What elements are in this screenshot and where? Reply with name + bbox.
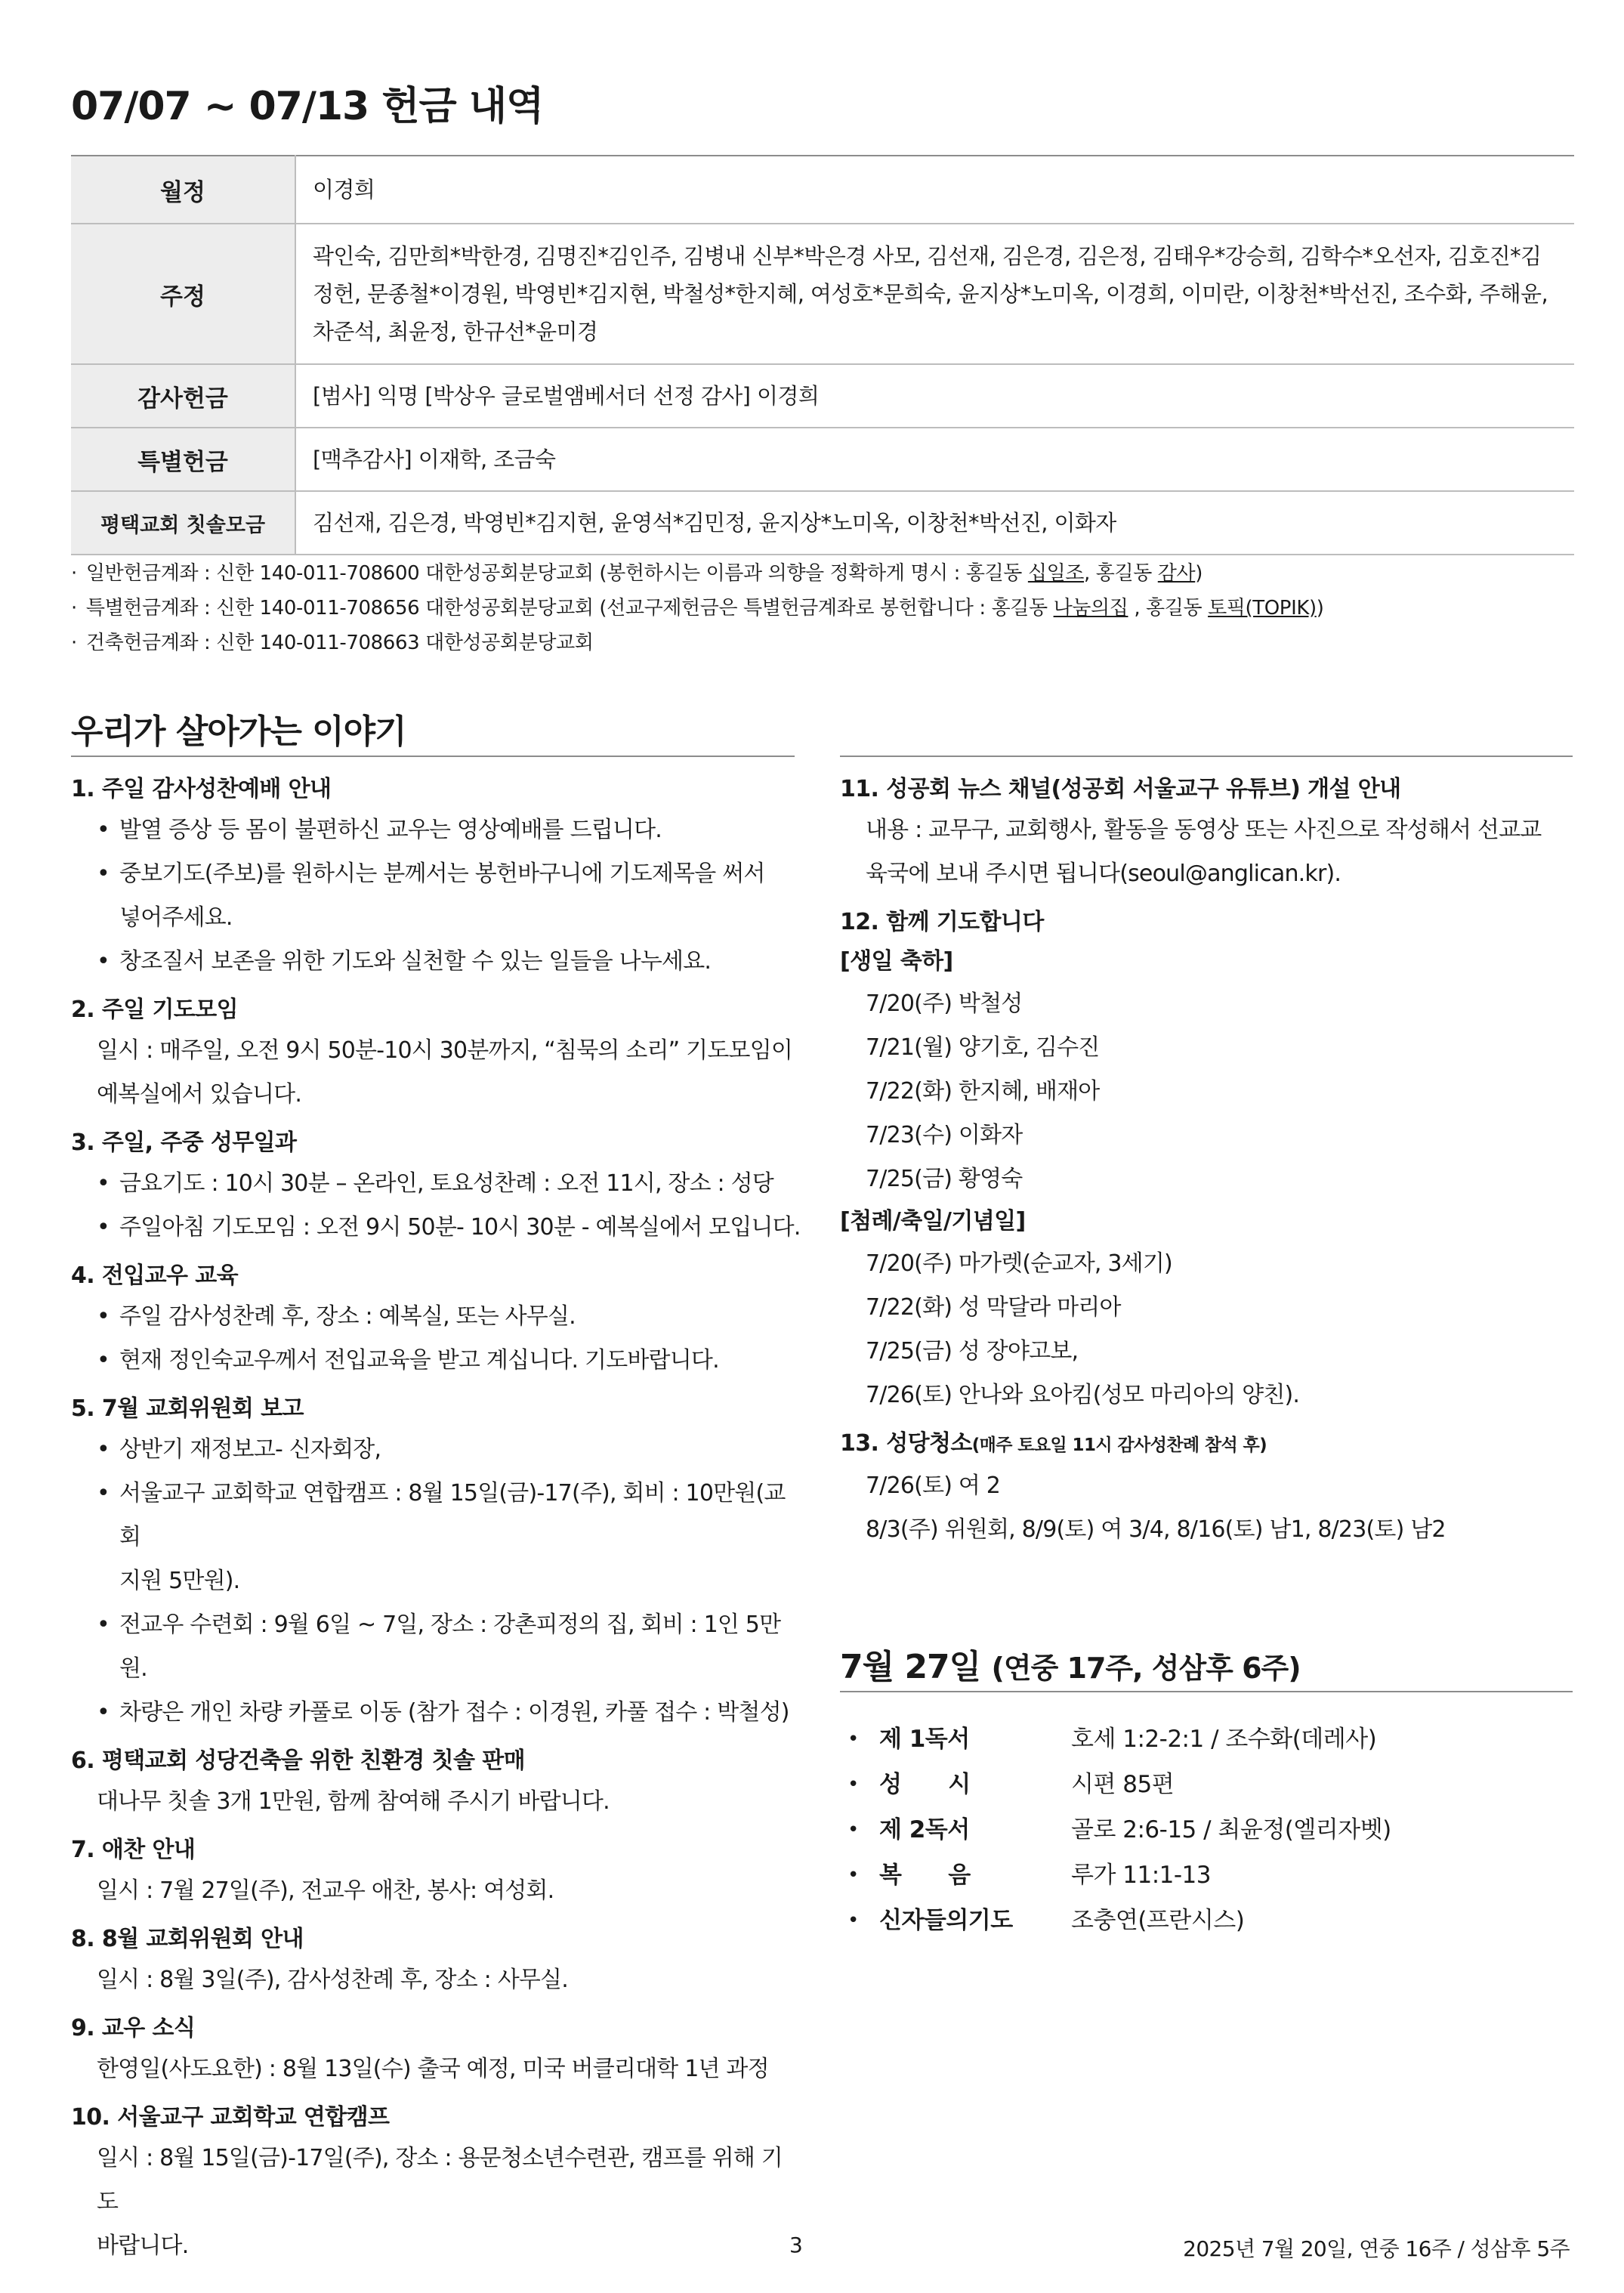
birthday-line: 7/25(금) 황영숙 — [866, 1166, 1023, 1192]
divider — [840, 1691, 1573, 1692]
story-title: 8. 8월 교회위원회 안내 — [71, 1926, 304, 1952]
story-line: 예복실에서 있습니다. — [97, 1081, 302, 1108]
story-item — [71, 2099, 804, 2268]
stories-left-column — [71, 771, 804, 2276]
bullet-line: • 서울교구 교회학교 연합캠프 : 8월 15일(금)-17(주), 회비 : 10만원(교회 — [97, 1480, 786, 1550]
birthday-heading: [생일 축하] — [840, 948, 953, 975]
offering-names-thanks: [범사] 익명 [박상우 글로벌앰베서더 선정 감사] 이경희 — [313, 383, 820, 409]
divider — [71, 756, 795, 757]
offering-label-monthly: 월정 — [71, 156, 295, 224]
story-item — [840, 904, 1576, 1417]
bullet-line: • 창조질서 보존을 위한 기도와 실천할 수 있는 일들을 나누세요. — [97, 948, 712, 975]
bullet-line: • 현재 정인숙교우께서 전입교육을 받고 계십니다. 기도바랍니다. — [97, 1347, 719, 1374]
feast-line: 7/22(화) 성 막달라 마리아 — [866, 1294, 1121, 1321]
story-item — [71, 991, 804, 1117]
reading-row: • 복 음 루가 11:1-13 — [848, 1862, 1211, 1889]
story-line: 대나무 칫솔 3개 1만원, 함께 참여해 주시기 바랍니다. — [97, 1788, 610, 1815]
story-title: 9. 교우 소식 — [71, 2015, 196, 2041]
offering-label-special: 특별헌금 — [71, 428, 295, 491]
story-title: 3. 주일, 주중 성무일과 — [71, 1130, 297, 1156]
offering-names-toothbrush: 김선재, 김은경, 박영빈*김지현, 윤영석*김민정, 윤지상*노미옥, 이창천*박선진, 이화자 — [313, 510, 1116, 536]
offering-table — [71, 155, 1574, 555]
story-item — [840, 771, 1576, 896]
bullet-line: • 발열 증상 등 몸이 불편하신 교우는 영상예배를 드립니다. — [97, 817, 662, 843]
story-item — [71, 1921, 804, 2002]
reading-row: • 신자들의기도 조충연(프란시스) — [848, 1907, 1245, 1934]
reading-row: • 성 시 시편 85편 — [848, 1771, 1175, 1798]
liturgy-title: 7월 27일 (연중 17주, 성삼후 6주) — [840, 1648, 1301, 1686]
bullet-line: • 상반기 재정보고- 신자회장, — [97, 1436, 381, 1463]
feast-line: 7/26(토) 안나와 요아킴(성모 마리아의 양친). — [866, 1382, 1300, 1408]
story-title: 4. 전입교우 교육 — [71, 1262, 239, 1289]
offering-row — [71, 156, 1574, 224]
bullet-line-cont: 지원 5만원). — [119, 1568, 240, 1594]
offering-label-thanks: 감사헌금 — [71, 364, 295, 428]
story-item — [71, 1124, 804, 1250]
story-line: 육국에 보내 주시면 됩니다(seoul@anglican.kr). — [866, 861, 1341, 887]
offering-row — [71, 428, 1574, 491]
footer-date: 2025년 7월 20일, 연중 16주 / 성삼후 5주 — [1183, 2236, 1570, 2261]
feast-line: 7/20(주) 마가렛(순교자, 3세기) — [866, 1250, 1172, 1277]
offering-row — [71, 364, 1574, 428]
bullet-line: • 주일 감사성찬례 후, 장소 : 예복실, 또는 사무실. — [97, 1303, 576, 1330]
bullet-line: • 금요기도 : 10시 30분 – 온라인, 토요성찬례 : 오전 11시, 장소 : 성당 — [97, 1170, 773, 1197]
bullet-line: • 중보기도(주보)를 원하시는 분께서는 봉헌바구니에 기도제목을 써서 — [97, 861, 765, 887]
story-title: 11. 성공회 뉴스 채널(성공회 서울교구 유튜브) 개설 안내 — [840, 776, 1401, 802]
offering-label-weekly: 주정 — [71, 224, 295, 364]
bullet-line: • 차량은 개인 차량 카풀로 이동 (참가 접수 : 이경원, 카풀 접수 : 박철성) — [97, 1699, 789, 1726]
story-line: 일시 : 8월 15일(금)-17일(주), 장소 : 용문청소년수련관, 캠프를 위해 기도 — [97, 2145, 783, 2215]
story-line: 7/26(토) 여 2 — [866, 1473, 1001, 1499]
bullet-line-cont: 넣어주세요. — [119, 904, 233, 931]
birthday-line: 7/22(화) 한지혜, 배재아 — [866, 1078, 1100, 1105]
account-general: · 일반헌금계좌 : 신한 140-011-708600 대한성공회분당교회 (봉헌하시는 이름과 의향을 정확하게 명시 : 홍길동 십일조, 홍길동 감사) — [71, 562, 1203, 585]
feast-heading: [첨례/축일/기념일] — [840, 1208, 1026, 1235]
story-item — [71, 2010, 804, 2091]
story-title: 1. 주일 감사성찬예배 안내 — [71, 776, 332, 802]
stories-title: 우리가 살아가는 이야기 — [71, 712, 406, 751]
story-title: 5. 7월 교회위원회 보고 — [71, 1395, 304, 1422]
account-special: · 특별헌금계좌 : 신한 140-011-708656 대한성공회분당교회 (선교구제헌금은 특별헌금계좌로 봉헌합니다 : 홍길동 나눔의집 , 홍길동 토픽(TOPIK)) — [71, 597, 1324, 620]
offering-label-toothbrush: 평택교회 칫솔모금 — [71, 491, 295, 555]
story-line: 내용 : 교무구, 교회행사, 활동을 동영상 또는 사진으로 작성해서 선교교 — [866, 817, 1542, 843]
story-line: 일시 : 7월 27일(주), 전교우 애찬, 봉사: 여성회. — [97, 1877, 554, 1904]
birthday-line: 7/23(수) 이화자 — [866, 1122, 1023, 1148]
birthday-line: 7/20(주) 박철성 — [866, 990, 1023, 1017]
story-title: 13. 성당청소(매주 토요일 11시 감사성찬례 참석 후) — [840, 1430, 1267, 1457]
story-item — [71, 771, 804, 984]
bullet-line: • 전교우 수련회 : 9월 6일 ~ 7일, 장소 : 강촌피정의 집, 회비 : 1인 5만원. — [97, 1612, 781, 1682]
story-line: 일시 : 8월 3일(주), 감사성찬례 후, 장소 : 사무실. — [97, 1967, 568, 1993]
story-item — [71, 1831, 804, 1913]
offering-row — [71, 491, 1574, 555]
story-title: 12. 함께 기도합니다 — [840, 909, 1044, 935]
divider — [840, 756, 1573, 757]
story-title: 6. 평택교회 성당건축을 위한 친환경 칫솔 판매 — [71, 1748, 525, 1774]
story-item — [71, 1742, 804, 1824]
story-item — [840, 1425, 1576, 1552]
offering-names-special: [맥추감사] 이재학, 조금숙 — [313, 447, 556, 472]
stories-right-column — [840, 771, 1576, 1559]
reading-row: • 제 2독서 골로 2:6-15 / 최윤정(엘리자벳) — [848, 1816, 1391, 1843]
birthday-line: 7/21(월) 양기호, 김수진 — [866, 1034, 1100, 1061]
story-line: 바랍니다. — [97, 2233, 189, 2259]
reading-row: • 제 1독서 호세 1:2-2:1 / 조수화(데레사) — [848, 1726, 1377, 1753]
story-line: 8/3(주) 위원회, 8/9(토) 여 3/4, 8/16(토) 남1, 8/23(토) 남2 — [866, 1516, 1446, 1543]
offering-row — [71, 224, 1574, 364]
bullet-line: • 주일아침 기도모임 : 오전 9시 50분- 10시 30분 - 예복실에서 모입니다. — [97, 1214, 801, 1241]
account-building: · 건축헌금계좌 : 신한 140-011-708663 대한성공회분당교회 — [71, 632, 594, 654]
story-line: 한영일(사도요한) : 8월 13일(수) 출국 예정, 미국 버클리대학 1년 과정 — [97, 2056, 769, 2082]
offering-title: 07/07 ~ 07/13 헌금 내역 — [71, 84, 544, 129]
feast-line: 7/25(금) 성 장야고보, — [866, 1338, 1079, 1364]
page-number: 3 — [789, 2233, 803, 2257]
offering-names-weekly: 곽인숙, 김만희*박한경, 김명진*김인주, 김병내 신부*박은경 사모, 김선재, 김은경, 김은정, 김태우*강승희, 김학수*오선자, 김호진*김정헌, 문종철*이경원, 박영빈*김지현, 박철성*한지혜, 여성호*문희숙, 윤지상*노미옥, 이경희, 이미란, 이창천*박선진, 조수화, 주해윤, 차준석, 최윤정, 한규선*윤미경 — [313, 243, 1548, 345]
story-line: 일시 : 매주일, 오전 9시 50분-10시 30분까지, “침묵의 소리” 기도모임이 — [97, 1037, 793, 1064]
story-item — [71, 1390, 804, 1735]
offering-names-monthly: 이경희 — [313, 177, 375, 202]
story-item — [71, 1257, 804, 1383]
story-title: 7. 애찬 안내 — [71, 1837, 196, 1863]
account-list — [71, 556, 1574, 660]
story-title: 10. 서울교구 교회학교 연합캠프 — [71, 2104, 390, 2131]
story-title: 2. 주일 기도모임 — [71, 997, 239, 1023]
readings-list — [848, 1717, 1573, 1943]
